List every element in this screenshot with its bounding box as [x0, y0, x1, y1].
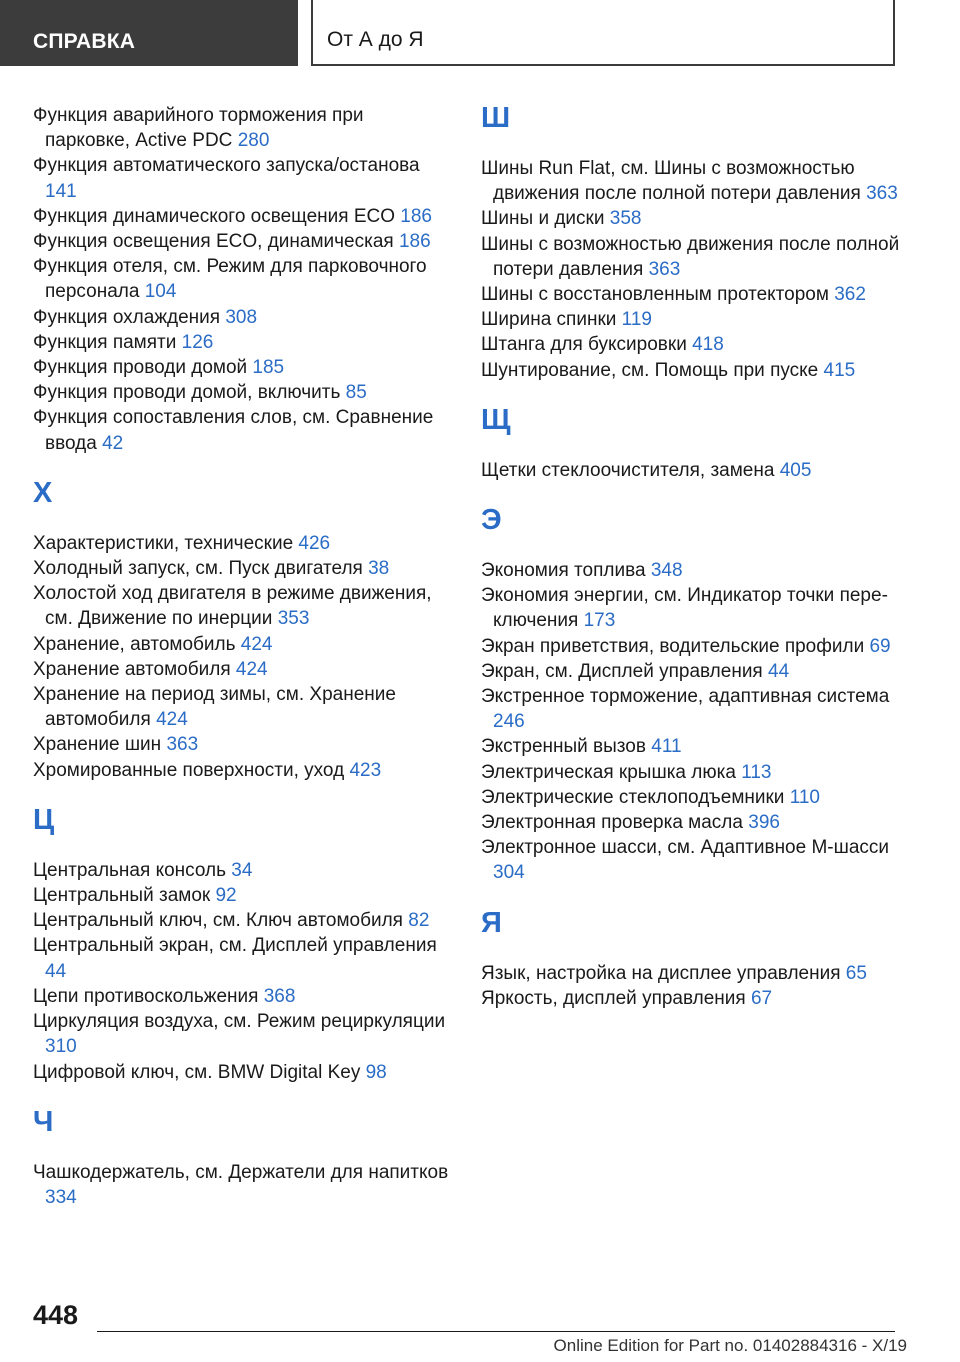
index-entry	[481, 634, 911, 659]
page-reference-link[interactable]: 38	[368, 558, 390, 580]
index-entry	[33, 204, 453, 229]
page-reference-link[interactable]: 69	[869, 635, 891, 657]
index-entry-text: Чашкодержатель, см. Держатели для напитков	[33, 1161, 449, 1183]
index-entry	[481, 332, 911, 357]
index-entry-text: Характеристики, технические	[33, 532, 294, 554]
page-reference-link[interactable]: 363	[166, 734, 199, 756]
index-column-left	[33, 103, 453, 1210]
index-entry	[33, 153, 453, 203]
index-entry-text: Центральная консоль	[33, 859, 226, 881]
page-reference-link[interactable]: 405	[779, 459, 812, 481]
page-reference-link[interactable]: 424	[156, 709, 188, 731]
index-column-right	[481, 103, 911, 1011]
index-entry-text: Щетки стеклоочистителя, замена	[481, 459, 775, 481]
page-reference-link[interactable]: 304	[493, 862, 525, 884]
index-entry	[481, 307, 911, 332]
page-reference-link[interactable]: 246	[493, 711, 525, 733]
chapter-tab[interactable]: От А до Я	[311, 0, 895, 66]
index-entry	[33, 556, 453, 581]
index-entry	[33, 330, 453, 355]
index-entry	[33, 933, 453, 983]
page-reference-link[interactable]: 424	[235, 658, 268, 680]
page-reference-link[interactable]: 44	[768, 660, 790, 682]
index-entry-text: Ширина спинки	[481, 309, 617, 331]
index-entry-text: Цепи противоскольжения	[33, 985, 259, 1007]
index-entry	[33, 531, 453, 556]
page-reference-link[interactable]: 126	[181, 331, 214, 353]
index-entry-text: Экстренный вызов	[481, 736, 646, 758]
index-entry	[481, 583, 911, 633]
index-entry	[481, 986, 911, 1011]
index-letter-heading: Ц	[33, 803, 55, 836]
index-entry	[481, 760, 911, 785]
index-entry	[33, 405, 453, 455]
index-letter-heading: Ч	[33, 1105, 54, 1138]
page-reference-link[interactable]: 368	[263, 985, 296, 1007]
index-entry-text: Электронное шасси, см. Адаптивное M-шасси	[481, 837, 890, 859]
index-entry-text: Яркость, дисплей управления	[481, 987, 746, 1009]
index-entry-text: Экономия энергии, см. Индикатор точки переключения	[481, 585, 888, 632]
index-entry	[481, 810, 911, 835]
index-entry-text: Функция сопоставления слов, см. Сравнение ввода	[33, 407, 434, 454]
page-header	[0, 0, 960, 66]
index-letter-heading: Э	[481, 504, 502, 537]
index-entry	[33, 254, 453, 304]
page-reference-link[interactable]: 113	[741, 761, 772, 783]
index-entry	[33, 758, 453, 783]
index-entry	[33, 1160, 453, 1210]
page-reference-link[interactable]: 426	[298, 532, 331, 554]
page-reference-link[interactable]: 418	[692, 334, 724, 356]
index-entry	[33, 657, 453, 682]
page-reference-link[interactable]: 34	[231, 859, 253, 881]
index-entry	[481, 282, 911, 307]
index-entry-text: Электрическая крышка люка	[481, 761, 736, 783]
index-entry-text: Экономия топлива	[481, 560, 646, 582]
index-entry-text: Центральный замок	[33, 885, 211, 907]
page-reference-link[interactable]: 67	[750, 987, 773, 1009]
index-entry-text: Экран приветствия, водительские профили	[481, 635, 865, 657]
index-entry-text: Шунтирование, см. Помощь при пуске	[481, 359, 819, 381]
index-entry-text: Функция проводи домой	[33, 357, 248, 379]
page-reference-link[interactable]: 308	[225, 306, 258, 328]
index-entry-text: Центральный ключ, см. Ключ автомобиля	[33, 910, 403, 932]
index-entry-text: Язык, настройка на дисплее управления	[481, 962, 841, 984]
index-letter-heading: Х	[33, 476, 53, 509]
page-reference-link[interactable]: 141	[45, 180, 77, 202]
index-entry	[481, 156, 911, 206]
index-entry	[33, 1009, 453, 1059]
index-entry	[33, 355, 453, 380]
index-entry-text: Функция освещения ECO, динамическая	[33, 231, 394, 253]
index-entry-text: Шины с восстановленным протектором	[481, 284, 829, 306]
page-reference-link[interactable]: 280	[237, 130, 270, 152]
page-reference-link[interactable]: 334	[45, 1186, 77, 1208]
index-entry	[33, 732, 453, 757]
index-entry	[33, 682, 453, 732]
index-entry-text: Функция проводи домой, включить	[33, 382, 341, 404]
page-reference-link[interactable]: 42	[102, 432, 124, 454]
index-entry	[33, 984, 453, 1009]
index-entry-text: Хромированные поверхности, уход	[33, 759, 345, 781]
page-reference-link[interactable]: 110	[789, 786, 820, 808]
index-entry-text: Штанга для буксировки	[481, 334, 687, 356]
index-entry-text: Хранение на период зимы, см. Хранение автомобиля	[33, 684, 396, 731]
page-reference-link[interactable]: 363	[648, 258, 681, 280]
index-entry-text: Шины и диски	[481, 208, 605, 230]
index-entry	[481, 206, 911, 231]
index-entry-text: Цифровой ключ, см. BMW Digital Key	[33, 1061, 361, 1083]
index-entry-text: Электронная проверка масла	[481, 812, 743, 834]
index-entry-text: Функция охлаждения	[33, 306, 221, 328]
index-entry	[481, 785, 911, 810]
page-reference-link[interactable]: 362	[834, 284, 866, 306]
page-reference-link[interactable]: 415	[823, 359, 856, 381]
page-reference-link[interactable]: 348	[650, 560, 683, 582]
index-entry-text: Хранение шин	[33, 734, 162, 756]
index-entry	[481, 558, 911, 583]
footer-edition: Online Edition for Part no. 01402884316 - X/19	[553, 1336, 907, 1355]
index-entry-text: Центральный экран, см. Дисплей управления	[33, 935, 437, 957]
page-reference-link[interactable]: 310	[45, 1036, 77, 1058]
index-entry-text: Шины Run Flat, см. Шины с возможностью движения после полной потери давления	[481, 158, 861, 205]
index-entry-text: Функция динамического освещения ECO	[33, 205, 396, 227]
footer-divider	[97, 1331, 895, 1332]
section-tab[interactable]: СПРАВКА	[0, 0, 298, 66]
page-reference-link[interactable]: 98	[365, 1061, 387, 1083]
index-entry-text: Холодный запуск, см. Пуск двигателя	[33, 558, 363, 580]
index-entry	[33, 1060, 453, 1085]
index-entry-text: Шины с возможностью движения после полной потери давления	[481, 233, 900, 280]
index-entry	[33, 858, 453, 883]
index-entry-text: Функция аварийного торможения при парковке, Active PDC	[33, 105, 364, 152]
page-reference-link[interactable]: 396	[748, 812, 780, 834]
index-entry	[33, 380, 453, 405]
page-reference-link[interactable]: 92	[215, 885, 237, 907]
index-entry-text: Функция памяти	[33, 331, 177, 353]
page-reference-link[interactable]: 186	[398, 231, 431, 253]
page-number: 448	[33, 1300, 79, 1330]
index-entry-text: Хранение автомобиля	[33, 658, 231, 680]
page-reference-link[interactable]: 358	[609, 208, 642, 230]
index-entry	[481, 684, 911, 734]
index-entry-text: Электрические стеклоподъемники	[481, 786, 785, 808]
index-entry	[33, 883, 453, 908]
index-entry-text: Хранение, автомобиль	[33, 633, 236, 655]
index-entry-text: Функция автоматического запуска/останова	[33, 155, 420, 177]
index-entry	[481, 734, 911, 759]
index-entry-text: Экстренное торможение, адаптивная система	[481, 686, 890, 708]
page-reference-link[interactable]: 82	[408, 910, 430, 932]
index-entry-text: Циркуляция воздуха, см. Режим рециркуляции	[33, 1011, 446, 1033]
index-letter-heading: Ш	[481, 102, 511, 134]
index-entry	[481, 835, 911, 885]
page-reference-link[interactable]: 424	[240, 633, 273, 655]
index-entry	[481, 358, 911, 383]
index-entry	[33, 103, 453, 153]
page-reference-link[interactable]: 185	[252, 357, 285, 379]
page-reference-link[interactable]: 363	[866, 183, 898, 205]
page-reference-link[interactable]: 411	[651, 736, 682, 758]
index-entry-text: Холостой ход двигателя в режиме движения, см. Движение по инерции	[33, 583, 432, 630]
index-entry-text: Функция отеля, см. Режим для парковочного персонала	[33, 256, 427, 303]
page-reference-link[interactable]: 353	[277, 608, 310, 630]
index-entry	[481, 961, 911, 986]
index-letter-heading: Я	[481, 906, 502, 939]
index-entry	[33, 581, 453, 631]
page-reference-link[interactable]: 85	[345, 382, 367, 404]
page-reference-link[interactable]: 173	[583, 610, 616, 632]
index-entry	[481, 659, 911, 684]
page-reference-link[interactable]: 104	[144, 281, 177, 303]
index-entry	[33, 632, 453, 657]
index-entry	[33, 305, 453, 330]
page-reference-link[interactable]: 44	[45, 960, 67, 982]
index-letter-heading: Щ	[481, 403, 511, 436]
index-entry	[481, 232, 911, 282]
page-reference-link[interactable]: 119	[621, 309, 652, 331]
index-entry	[33, 908, 453, 933]
page-reference-link[interactable]: 423	[349, 759, 382, 781]
page-reference-link[interactable]: 186	[400, 205, 432, 227]
index-entry	[481, 458, 911, 483]
index-entry-text: Экран, см. Дисплей управления	[481, 660, 763, 682]
index-entry	[33, 229, 453, 254]
page-reference-link[interactable]: 65	[845, 962, 867, 984]
